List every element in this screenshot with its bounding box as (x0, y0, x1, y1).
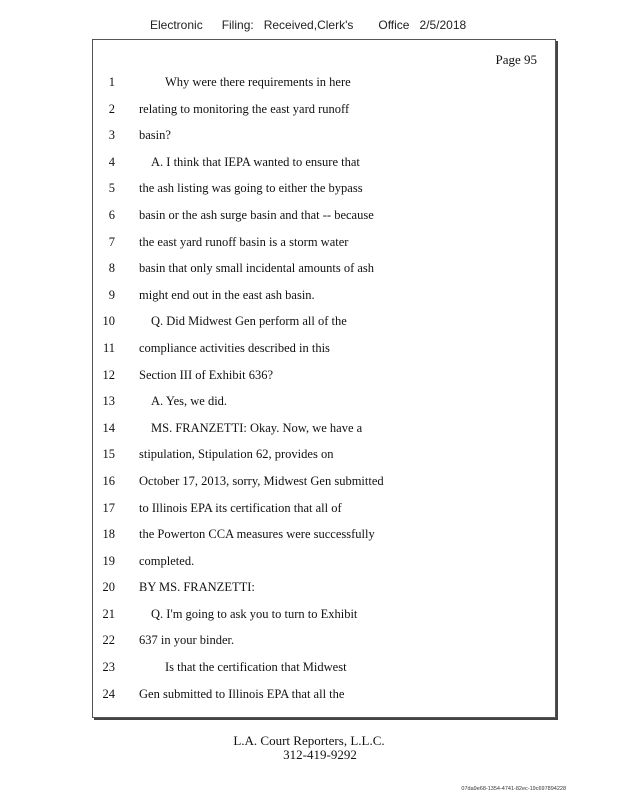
transcript-line (93, 654, 555, 681)
line-number: 17 (102, 500, 115, 515)
line-number: 5 (108, 181, 115, 196)
line-text: Q. Did Midwest Gen perform all of the (151, 314, 347, 329)
line-text: Is that the certification that Midwest (165, 660, 347, 675)
filing-header-filing: Filing: (221, 18, 254, 32)
line-text: Section III of Exhibit 636? (139, 367, 273, 382)
filing-header-electronic: Electronic (150, 18, 203, 32)
transcript-line (93, 548, 555, 575)
line-number: 21 (102, 606, 115, 621)
line-number: 9 (108, 287, 115, 302)
line-number: 23 (102, 660, 115, 675)
filing-header (150, 18, 466, 32)
transcript-line (93, 69, 555, 96)
transcript-line (93, 415, 555, 442)
transcript-line (93, 362, 555, 389)
transcript-page (92, 39, 556, 718)
line-text: MS. FRANZETTI: Okay. Now, we have a (151, 420, 363, 435)
transcript-line (93, 282, 555, 309)
transcript-line (93, 335, 555, 362)
line-text: basin that only small incidental amounts of ash (139, 261, 375, 276)
transcript-line (93, 122, 555, 149)
line-number: 6 (108, 207, 115, 222)
line-number: 18 (102, 527, 115, 542)
line-text: Why were there requirements in here (165, 75, 351, 89)
line-text: A. Yes, we did. (151, 394, 228, 409)
line-number: 13 (102, 394, 115, 409)
line-number: 16 (102, 473, 115, 488)
court-reporter-phone: 312-419-9292 (283, 747, 357, 762)
transcript-line (93, 681, 555, 708)
transcript-line (93, 175, 555, 202)
transcript-line (93, 308, 555, 335)
document-id: 07da9e68-1354-4741-82ec-19c697894228 (461, 786, 566, 792)
transcript-line (93, 521, 555, 548)
line-text: basin or the ash surge basin and that -- because (139, 207, 374, 222)
line-number: 7 (108, 234, 115, 249)
transcript-line (93, 229, 555, 256)
line-text: A. I think that IEPA wanted to ensure that (151, 154, 360, 169)
line-number: 14 (102, 420, 115, 435)
line-text: the Powerton CCA measures were successfully (139, 527, 375, 542)
line-number: 24 (102, 686, 115, 701)
transcript-line (93, 468, 555, 495)
footer (0, 734, 618, 762)
line-number: 1 (108, 75, 115, 89)
line-number: 11 (102, 340, 115, 355)
filing-header-received: Received,Clerk's (263, 18, 354, 32)
line-number: 22 (102, 633, 115, 648)
transcript-line (93, 388, 555, 415)
line-number: 20 (102, 580, 115, 595)
line-text: October 17, 2013, sorry, Midwest Gen submitted (139, 473, 384, 488)
line-text: stipulation, Stipulation 62, provides on (139, 447, 334, 462)
transcript-line (93, 149, 555, 176)
line-text: completed. (139, 553, 195, 568)
filing-header-date: 2/5/2018 (419, 18, 467, 32)
transcript-lines (93, 69, 555, 707)
transcript-line (93, 441, 555, 468)
line-number: 8 (108, 261, 115, 276)
line-number: 12 (102, 367, 115, 382)
line-text: might end out in the east ash basin. (139, 287, 315, 302)
line-number: 19 (102, 553, 115, 568)
transcript-line (93, 255, 555, 282)
line-number: 10 (102, 314, 115, 329)
court-reporter-company: L.A. Court Reporters, L.L.C. (233, 733, 385, 748)
line-text: 637 in your binder. (139, 633, 235, 648)
line-text: the ash listing was going to either the bypass (139, 181, 363, 196)
filing-header-office: Office (378, 18, 410, 32)
transcript-line (93, 601, 555, 628)
line-number: 15 (102, 447, 115, 462)
line-number: 2 (108, 101, 115, 116)
line-text: relating to monitoring the east yard runoff (139, 101, 350, 116)
line-text: Gen submitted to Illinois EPA that all the (139, 686, 345, 701)
line-text: to Illinois EPA its certification that all of (139, 500, 342, 515)
line-number: 4 (108, 154, 115, 169)
line-text: BY MS. FRANZETTI: (139, 580, 255, 595)
transcript-line (93, 627, 555, 654)
page-number: Page 95 (495, 52, 537, 67)
line-text: the east yard runoff basin is a storm water (139, 234, 349, 249)
transcript-line (93, 574, 555, 601)
transcript-line (93, 495, 555, 522)
line-text: compliance activities described in this (139, 340, 330, 355)
line-text: basin? (139, 128, 171, 143)
transcript-line (93, 202, 555, 229)
transcript-line (93, 96, 555, 123)
line-text: Q. I'm going to ask you to turn to Exhibit (151, 606, 358, 621)
line-number: 3 (108, 128, 115, 143)
